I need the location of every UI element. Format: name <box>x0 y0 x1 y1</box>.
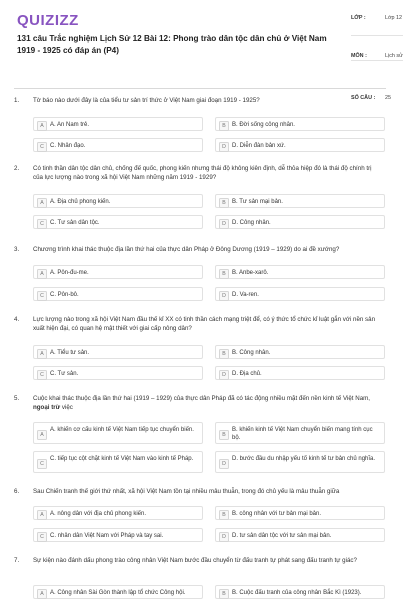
meta-divider <box>351 60 403 61</box>
question-3 <box>14 246 386 306</box>
option-letter: C <box>37 459 47 469</box>
option-a[interactable] <box>33 585 203 599</box>
meta-grade-label: LỚP : <box>351 15 366 21</box>
question-text: Chương trình khai thác thuộc địa lần thứ hai của thực dân Pháp ở Đông Dương (1919 – 1929) do ai đề xướng? <box>33 246 340 253</box>
meta-grade <box>351 15 403 29</box>
option-letter: C <box>37 370 47 380</box>
option-letter: A <box>37 198 47 208</box>
option-letter: B <box>219 589 229 599</box>
question-number: 2. <box>14 165 20 172</box>
option-text: B. Anbe-xarô. <box>232 269 269 276</box>
option-text: D. tư sản dân tộc với tư sản mại bản. <box>232 532 332 539</box>
option-letter: D <box>219 459 229 469</box>
option-b[interactable] <box>215 265 385 279</box>
question-6 <box>14 488 386 548</box>
option-d[interactable] <box>215 215 385 229</box>
option-text: C. nhân dân Việt Nam với Pháp và tay sai. <box>50 532 164 539</box>
quizizz-logo: QUIZIZZ <box>17 12 79 29</box>
meta-subject-value: Lịch sử <box>385 53 403 59</box>
option-c[interactable] <box>33 138 203 152</box>
option-letter: D <box>219 142 229 152</box>
option-letter: B <box>219 430 229 440</box>
question-4 <box>14 316 386 386</box>
option-d[interactable] <box>215 528 385 542</box>
option-text: B. Cuộc đấu tranh của công nhân Bắc Kì (1923). <box>232 589 362 596</box>
meta-divider <box>351 35 403 36</box>
option-a[interactable] <box>33 265 203 279</box>
option-b[interactable] <box>215 585 385 599</box>
question-text: Sau Chiến tranh thế giới thứ nhất, xã hội Việt Nam tồn tại nhiều mâu thuẫn, trong đó chủ yếu là mâu thuẫn giữa <box>33 488 340 495</box>
option-text: D. bước đầu du nhập yếu tố kinh tế tư bản chủ nghĩa. <box>232 455 376 462</box>
question-text: Lực lượng nào trong xã hội Việt Nam đầu thế kỉ XX có tinh thần cách mạng triệt để, có ý thức tổ chức kỉ luật gắn với nền sản xuất hiện đại, có quan hệ mật thiết với giai cấp nông dân? <box>33 316 376 332</box>
option-c[interactable] <box>33 215 203 229</box>
meta-count-value: 25 <box>385 95 391 101</box>
option-letter: D <box>219 370 229 380</box>
option-text: B. Công nhân. <box>232 349 271 356</box>
option-d[interactable] <box>215 138 385 152</box>
option-b[interactable] <box>215 117 385 131</box>
option-text: B. khiến kinh tế Việt Nam chuyển biến mang tính cục bộ. <box>232 426 373 441</box>
option-text: B. Tư sản mại bản. <box>232 198 283 205</box>
question-number: 6. <box>14 488 20 495</box>
option-letter: A <box>37 589 47 599</box>
worksheet-title: 131 câu Trắc nghiệm Lịch Sử 12 Bài 12: Phong trào dân tộc dân chủ ở Việt Nam 1919 - 1925 có đáp án (P4) <box>17 34 327 55</box>
question-text-end: việc <box>60 403 73 411</box>
option-letter: A <box>37 269 47 279</box>
question-text <box>33 395 381 412</box>
option-letter: C <box>37 291 47 301</box>
question-2 <box>14 165 386 235</box>
option-a[interactable] <box>33 345 203 359</box>
option-d[interactable] <box>215 366 385 380</box>
option-letter: A <box>37 349 47 359</box>
option-letter: C <box>37 142 47 152</box>
option-c[interactable] <box>33 528 203 542</box>
option-letter: D <box>219 291 229 301</box>
option-d[interactable] <box>215 451 385 473</box>
option-c[interactable] <box>33 287 203 301</box>
question-number: 5. <box>14 395 20 402</box>
option-b[interactable] <box>215 194 385 208</box>
option-text: A. nông dân với địa chủ phong kiến. <box>50 510 147 517</box>
option-text: A. Công nhân Sài Gòn thành lập tổ chức Công hội. <box>50 589 186 596</box>
option-letter: B <box>219 510 229 520</box>
meta-subject-label: MÔN : <box>351 53 367 59</box>
option-text: C. Tư sản dân tộc. <box>50 219 100 226</box>
question-number: 1. <box>14 97 20 104</box>
option-text: A. Pôn-đu-me. <box>50 269 89 276</box>
option-text: A. An Nam trẻ. <box>50 121 90 128</box>
option-text: A. khiến cơ cấu kinh tế Việt Nam tiếp tục chuyển biến. <box>50 426 194 433</box>
question-text-main: Cuộc khai thác thuộc địa lần thứ hai (1919 – 1929) của thực dân Pháp đã có tác động nhiều mặt đến nền kinh tế Việt Nam, <box>33 395 371 402</box>
question-5 <box>14 395 386 480</box>
option-letter: C <box>37 219 47 229</box>
option-letter: B <box>219 269 229 279</box>
option-letter: A <box>37 430 47 440</box>
option-text: B. công nhân với tư bản mại bản. <box>232 510 322 517</box>
option-b[interactable] <box>215 422 385 444</box>
meta-grade-value: Lớp 12 <box>385 15 403 21</box>
option-a[interactable] <box>33 506 203 520</box>
option-text: D. Va-ren. <box>232 291 259 298</box>
option-letter: A <box>37 121 47 131</box>
option-text: D. Diễn đàn bản xứ. <box>232 142 286 149</box>
option-letter: B <box>219 121 229 131</box>
option-text: C. Pôn-bô. <box>50 291 79 298</box>
option-text: A. Địa chủ phong kiến. <box>50 198 111 205</box>
question-1 <box>14 97 386 157</box>
option-c[interactable] <box>33 451 203 473</box>
option-c[interactable] <box>33 366 203 380</box>
question-emphasis: ngoại trừ <box>33 403 61 411</box>
option-a[interactable] <box>33 194 203 208</box>
option-letter: B <box>219 349 229 359</box>
option-a[interactable] <box>33 422 203 444</box>
question-text: Sự kiện nào đánh dấu phong trào công nhân Việt Nam bước đầu chuyển từ đấu tranh tự phát sang đấu tranh tự giác? <box>33 557 357 564</box>
question-text: Tờ báo nào dưới đây là của tiểu tư sản trí thức ở Việt Nam giai đoạn 1919 - 1925? <box>33 97 260 104</box>
worksheet-meta <box>351 13 403 101</box>
option-letter: A <box>37 510 47 520</box>
option-b[interactable] <box>215 345 385 359</box>
option-text: D. Địa chủ. <box>232 370 262 377</box>
option-d[interactable] <box>215 287 385 301</box>
question-number: 7. <box>14 557 20 564</box>
option-a[interactable] <box>33 117 203 131</box>
option-letter: C <box>37 532 47 542</box>
option-text: B. Đời sống công nhân. <box>232 121 295 128</box>
question-number: 4. <box>14 316 20 323</box>
option-text: D. Công nhân. <box>232 219 271 226</box>
option-text: C. Tư sản. <box>50 370 79 377</box>
option-text: A. Tiểu tư sản. <box>50 349 90 356</box>
option-letter: D <box>219 219 229 229</box>
meta-count-label: SỐ CÂU : <box>351 95 376 101</box>
option-letter: D <box>219 532 229 542</box>
option-text: C. tiếp tục cột chặt kinh tế Việt Nam vào kinh tế Pháp. <box>50 455 194 462</box>
question-number: 3. <box>14 246 20 253</box>
question-7 <box>14 557 386 599</box>
option-text: C. Nhân đạo. <box>50 142 86 149</box>
option-letter: B <box>219 198 229 208</box>
option-b[interactable] <box>215 506 385 520</box>
question-text: Có tinh thần dân tộc dân chủ, chống đế quốc, phong kiến nhưng thái độ không kiên định, dễ thỏa hiệp đó là thái độ chính trị của lực lượng nào trong xã hội Việt Nam những năm 1919 - 1929? <box>33 165 372 181</box>
meta-subject <box>351 53 403 69</box>
